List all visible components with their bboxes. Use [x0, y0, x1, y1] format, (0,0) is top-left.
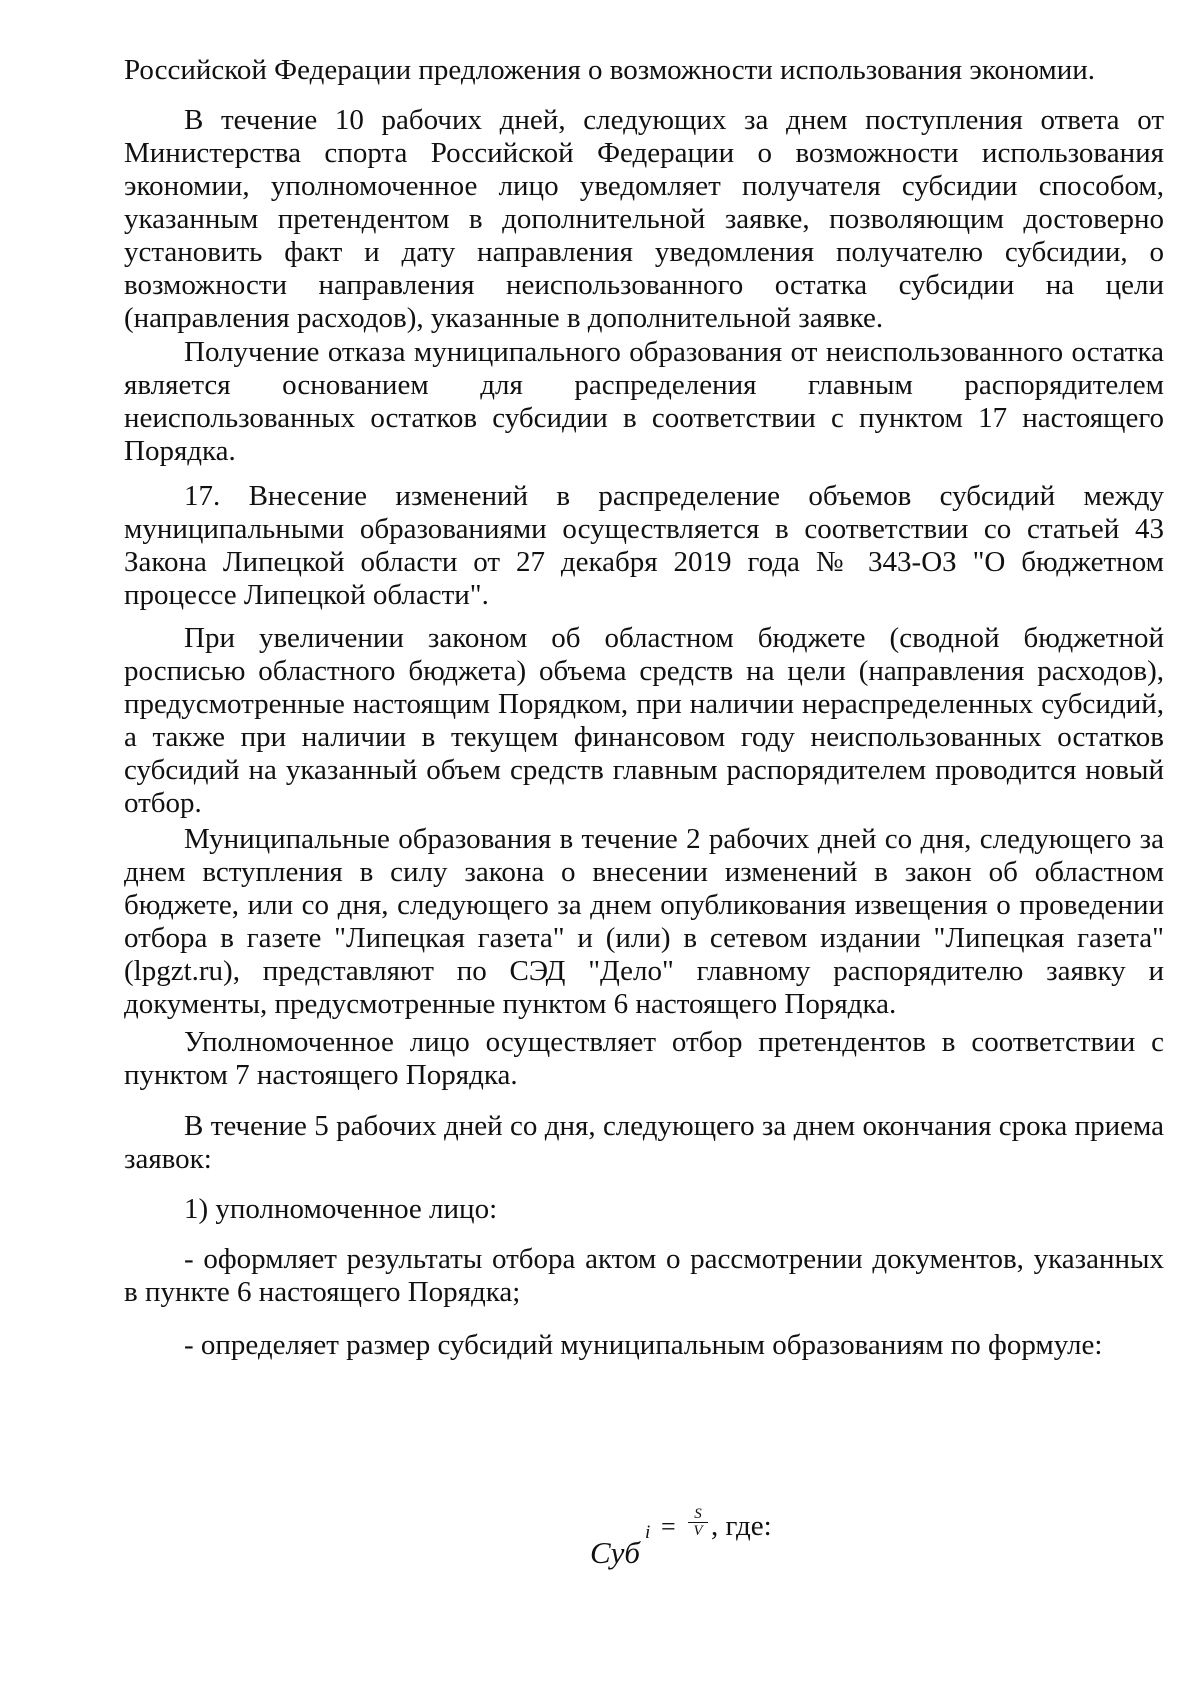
subsidy-formula: [590, 1506, 850, 1576]
formula-equals: =: [661, 1512, 676, 1541]
paragraph-dash-results: - оформляет результаты отбора актом о рассмотрении документов, указанных в пункте 6 настоящего Порядка;: [124, 1243, 1164, 1308]
formula-index: i: [645, 1522, 651, 1543]
paragraph-refusal: Получение отказа муниципального образования от неиспользованного остатка является основанием для распределения главным распорядителем неиспользованных остатков субсидии в соответствии с пунктом 17 настоящего Порядка.: [124, 336, 1164, 467]
paragraph-notification: В течение 10 рабочих дней, следующих за днем поступления ответа от Министерства спорта Российской Федерации о возможности использования экономии, уполномоченное лицо уведомляет получателя субсидии способом, указанным претендентом в дополнительной заявке, позволяющим достоверно установить факт и дату направления уведомления получателю субсидии, о возможности направления неиспользованного остатка субсидии на цели (направления расходов), указанные в дополнительной заявке.: [124, 104, 1164, 334]
paragraph-list-item-1: 1) уполномоченное лицо:: [184, 1193, 498, 1225]
formula-suffix: , где:: [711, 1510, 772, 1542]
formula-denominator: V: [693, 1523, 703, 1539]
formula-fraction: [688, 1506, 708, 1539]
paragraph-item-17: 17. Внесение изменений в распределение объемов субсидий между муниципальными образованиями осуществляется в соответствии со статьей 43 Закона Липецкой области от 27 декабря 2019 года № 343-ОЗ "О бюджетном процессе Липецкой области".: [124, 480, 1164, 611]
paragraph-municipal-application: Муниципальные образования в течение 2 рабочих дней со дня, следующего за днем вступления в силу закона о внесении изменений в закон об областном бюджете, или со дня, следующего за днем опубликования извещения о проведении отбора в газете "Липецкая газета" и (или) в сетевом издании "Липецкая газета" (lpgzt.ru), представляют по СЭД "Дело" главному распорядителю заявку и документы, предусмотренные пунктом 6 настоящего Порядка.: [124, 823, 1164, 1020]
paragraph-selection: Уполномоченное лицо осуществляет отбор претендентов в соответствии с пунктом 7 настоящего Порядка.: [124, 1026, 1164, 1091]
formula-label: Суб: [590, 1535, 641, 1570]
paragraph-deadline: В течение 5 рабочих дней со дня, следующего за днем окончания срока приема заявок:: [124, 1110, 1164, 1175]
paragraph-continuation: Российской Федерации предложения о возможности использования экономии.: [124, 54, 1096, 86]
paragraph-dash-formula: - определяет размер субсидий муниципальным образованиям по формуле:: [184, 1329, 1103, 1361]
paragraph-budget-increase: При увеличении законом об областном бюджете (сводной бюджетной росписью областного бюджета) объема средств на цели (направления расходов), предусмотренные настоящим Порядком, при наличии нераспределенных субсидий, а также при наличии в текущем финансовом году неиспользованных остатков субсидий на указанный объем средств главным распорядителем проводится новый отбор.: [124, 622, 1164, 819]
formula-numerator: S: [688, 1506, 708, 1523]
